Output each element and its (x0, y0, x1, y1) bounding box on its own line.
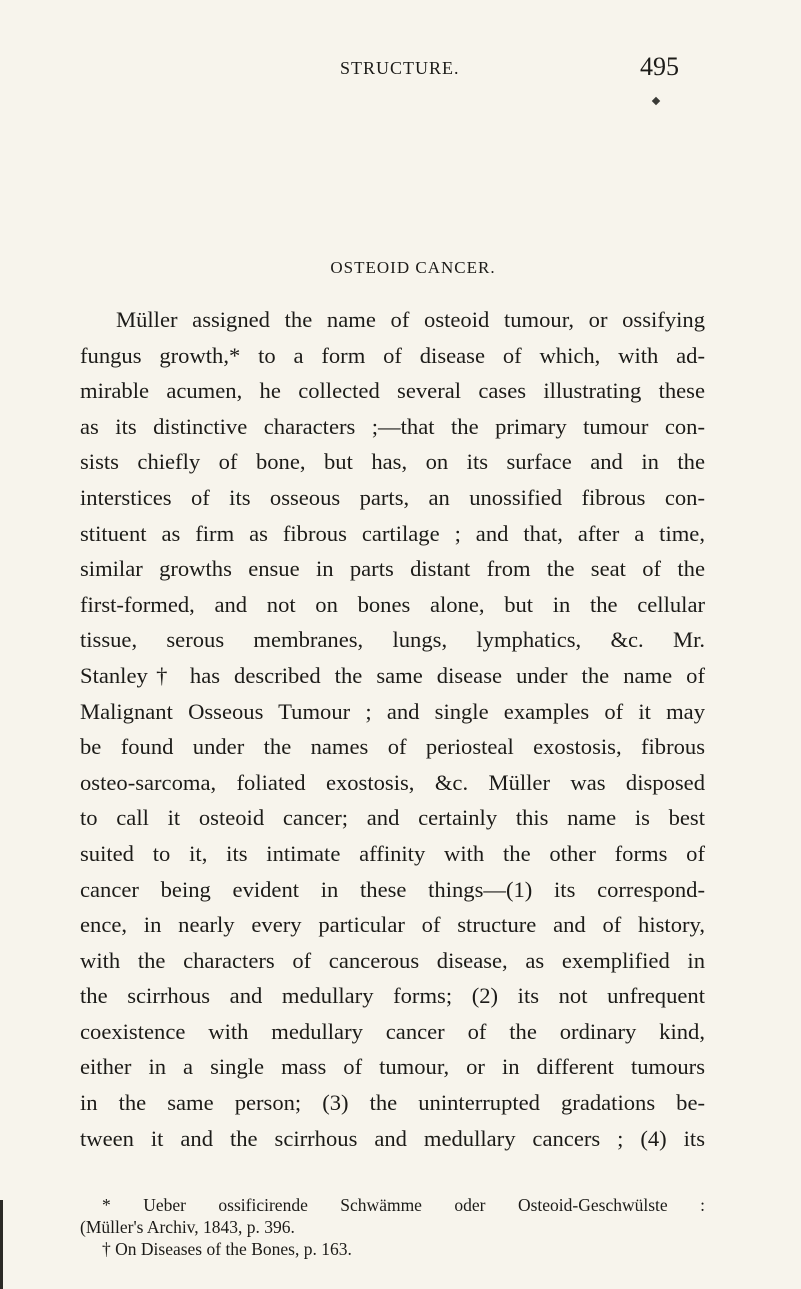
text-line: Müller assigned the name of osteoid tumour, or ossifying (116, 307, 705, 332)
text-line: similar growths ensue in parts distant from the seat of the (80, 556, 705, 582)
text-line: tween it and the scirrhous and medullary cancers ; (4) its (80, 1125, 705, 1151)
section-title: OSTEOID CANCER. (330, 258, 496, 277)
text-line: Malignant Osseous Tumour ; and single examples of it may (80, 698, 705, 724)
text-line: with the characters of cancerous disease, as exemplified in (80, 947, 705, 973)
footnote-line: (Müller's Archiv, 1843, p. 396. (80, 1217, 295, 1237)
footnote-line: † On Diseases of the Bones, p. 163. (102, 1239, 352, 1259)
text-line: first-formed, and not on bones alone, but in the cellular (80, 591, 705, 617)
text-line: suited to it, its intimate affinity with the other forms of (80, 840, 705, 866)
page-edge-shadow (0, 1200, 3, 1289)
footnote-line: * Ueber ossificirende Schwämme oder Osteoid-Geschwülste : (102, 1195, 705, 1215)
text-line: stituent as firm as fibrous cartilage ; and that, after a time, (80, 520, 705, 546)
page-number: 495 (640, 52, 679, 81)
text-line: coexistence with medullary cancer of the ordinary kind, (80, 1018, 705, 1044)
text-line: sists chiefly of bone, but has, on its surface and in the (80, 449, 705, 475)
text-line: in the same person; (3) the uninterrupted gradations be- (80, 1090, 705, 1116)
text-line: tissue, serous membranes, lungs, lymphatics, &c. Mr. (80, 627, 705, 653)
text-line: interstices of its osseous parts, an unossified fibrous con- (80, 484, 705, 510)
body-paragraph (80, 302, 705, 1156)
text-line: either in a single mass of tumour, or in different tumours (80, 1054, 705, 1080)
text-line: cancer being evident in these things—(1) its correspond- (80, 876, 705, 902)
text-line: ence, in nearly every particular of structure and of history, (80, 912, 705, 938)
text-line: be found under the names of periosteal exostosis, fibrous (80, 734, 705, 760)
text-line: mirable acumen, he collected several cases illustrating these (80, 378, 705, 404)
text-line: as its distinctive characters ;—that the primary tumour con- (80, 413, 705, 439)
text-line: fungus growth,* to a form of disease of which, with ad- (80, 342, 705, 368)
text-line: Stanley† has described the same disease under the name of (80, 662, 705, 688)
text-line: osteo-sarcoma, foliated exostosis, &c. Müller was disposed (80, 769, 705, 795)
printer-mark-icon (652, 97, 660, 105)
text-line: to call it osteoid cancer; and certainly this name is best (80, 805, 705, 831)
text-line: the scirrhous and medullary forms; (2) its not unfrequent (80, 983, 705, 1009)
footnotes (80, 1194, 705, 1260)
running-head: STRUCTURE. (340, 58, 460, 78)
